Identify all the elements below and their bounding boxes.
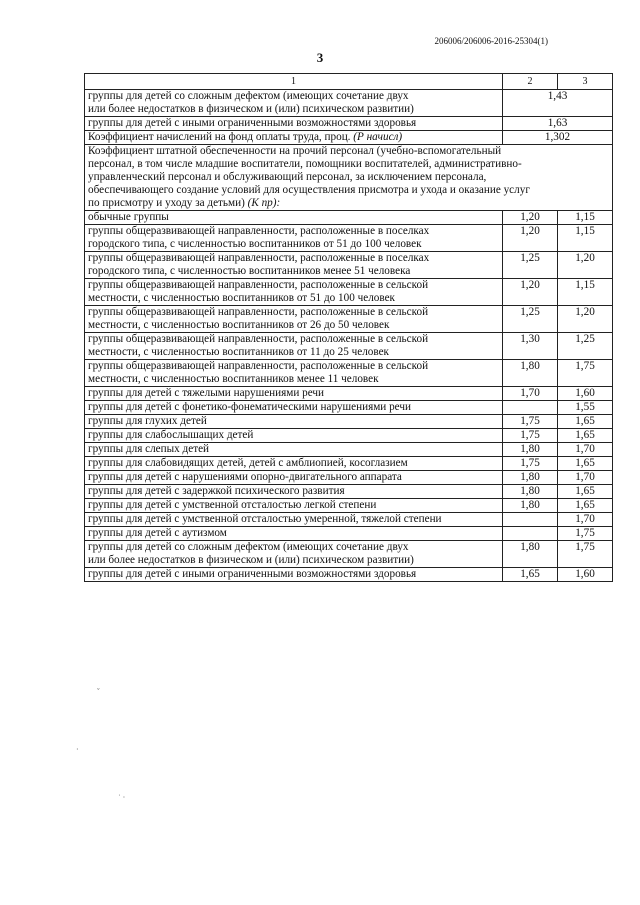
description-line: группы общеразвивающей направленности, расположенные в сельской — [88, 279, 429, 291]
value-cell-col3: 1,25 — [558, 333, 613, 360]
table-row — [85, 306, 613, 333]
value-cell-col2: 1,65 — [503, 568, 558, 582]
value-cell-col2: 1,20 — [503, 279, 558, 306]
row-description — [85, 90, 503, 117]
row-description — [85, 541, 503, 568]
description-line: группы для слепых детей — [88, 443, 210, 455]
description-line: персонал, в том числе младшие воспитатели, помощники воспитателей, административно- — [88, 158, 522, 170]
table-row — [85, 471, 613, 485]
value-cell-col3: 1,20 — [558, 252, 613, 279]
table-row — [85, 117, 613, 131]
scan-mark: · — [76, 745, 79, 754]
row-description — [85, 131, 503, 145]
row-description — [85, 360, 503, 387]
description-line: группы общеразвивающей направленности, расположенные в сельской — [88, 333, 429, 345]
row-description — [85, 471, 503, 485]
row-description — [85, 429, 503, 443]
value-cell-col2: 1,20 — [503, 211, 558, 225]
value-cell-col2: 1,75 — [503, 415, 558, 429]
table-row — [85, 513, 613, 527]
row-description — [85, 333, 503, 360]
table-row — [85, 279, 613, 306]
value-cell-col3: 1,15 — [558, 211, 613, 225]
merged-value-cell: 1,302 — [503, 131, 613, 145]
column-number-row — [85, 74, 613, 90]
value-cell-col3: 1,60 — [558, 568, 613, 582]
table-row — [85, 360, 613, 387]
row-description — [85, 117, 503, 131]
value-cell-col3: 1,70 — [558, 443, 613, 457]
description-line: группы для детей с тяжелыми нарушениями речи — [88, 387, 325, 399]
row-description — [85, 499, 503, 513]
description-line: местности, с численностью воспитанников от 11 до 25 человек — [88, 346, 389, 358]
row-description — [85, 415, 503, 429]
value-cell-col3: 1,15 — [558, 225, 613, 252]
value-cell-col3: 1,70 — [558, 513, 613, 527]
value-cell-col3: 1,75 — [558, 360, 613, 387]
description-line: группы для детей со сложным дефектом (имеющих сочетание двух — [88, 541, 409, 553]
table-body — [85, 90, 613, 582]
row-description — [85, 387, 503, 401]
table-row — [85, 541, 613, 568]
description-line: или более недостатков в физическом и (или) психическом развитии) — [88, 103, 414, 115]
value-cell-col3: 1,65 — [558, 499, 613, 513]
value-cell-col2: 1,80 — [503, 443, 558, 457]
merged-value-cell: 1,63 — [503, 117, 613, 131]
table-row — [85, 333, 613, 360]
value-cell-col2: 1,80 — [503, 471, 558, 485]
description-line: группы общеразвивающей направленности, расположенные в поселках — [88, 225, 430, 237]
value-cell-col3: 1,65 — [558, 485, 613, 499]
column-header-2: 2 — [503, 74, 558, 90]
description-line: Коэффициент штатной обеспеченности на прочий персонал (учебно-вспомогательный — [88, 145, 502, 157]
table-row — [85, 225, 613, 252]
table-row — [85, 429, 613, 443]
value-cell-col3: 1,55 — [558, 401, 613, 415]
description-line: обеспечивающего создание условий для осуществления присмотра и ухода и оказание услуг — [88, 184, 530, 196]
value-cell-col3: 1,60 — [558, 387, 613, 401]
value-cell-col3: 1,65 — [558, 415, 613, 429]
value-cell-col2 — [503, 401, 558, 415]
value-cell-col2 — [503, 527, 558, 541]
row-description — [85, 527, 503, 541]
document-id: 206006/206006-2016-25304(1) — [434, 36, 548, 46]
table-row — [85, 415, 613, 429]
description-line: группы для детей с задержкой психического развития — [88, 485, 345, 497]
table-row — [85, 145, 613, 211]
table-row — [85, 211, 613, 225]
row-description — [85, 252, 503, 279]
value-cell-col2: 1,70 — [503, 387, 558, 401]
table-row — [85, 131, 613, 145]
description-line: группы для детей с умственной отсталостью умеренной, тяжелой степени — [88, 513, 442, 525]
description-line: городского типа, с численностью воспитанников от 51 до 100 человек — [88, 238, 422, 250]
description-line: группы для глухих детей — [88, 415, 207, 427]
merged-value-cell: 1,43 — [503, 90, 613, 117]
row-description — [85, 401, 503, 415]
value-cell-col3: 1,20 — [558, 306, 613, 333]
description-line: группы для слабослышащих детей — [88, 429, 254, 441]
description-line: местности, с численностью воспитанников менее 11 человек — [88, 373, 379, 385]
value-cell-col2: 1,80 — [503, 541, 558, 568]
row-description — [85, 211, 503, 225]
description-line: Коэффициент начислений на фонд оплаты труда, проц. — [88, 131, 354, 143]
coefficient-symbol: (Р начисл) — [353, 131, 403, 143]
description-line: группы для детей с нарушениями опорно-двигательного аппарата — [88, 471, 402, 483]
table-row — [85, 485, 613, 499]
description-line: местности, с численностью воспитанников от 26 до 50 человек — [88, 319, 390, 331]
row-description — [85, 145, 613, 211]
description-line: городского типа, с численностью воспитанников менее 51 человека — [88, 265, 411, 277]
table-row — [85, 443, 613, 457]
row-description — [85, 306, 503, 333]
value-cell-col2: 1,75 — [503, 429, 558, 443]
value-cell-col2: 1,30 — [503, 333, 558, 360]
description-line: группы для детей с умственной отсталостью легкой степени — [88, 499, 377, 511]
scan-mark: ˇ — [97, 687, 100, 696]
description-line: местности, с численностью воспитанников от 51 до 100 человек — [88, 292, 395, 304]
table-row — [85, 387, 613, 401]
coefficients-table — [84, 73, 613, 582]
coefficient-symbol: (К пр): — [247, 197, 281, 209]
page-number: 3 — [316, 50, 324, 65]
value-cell-col2: 1,75 — [503, 457, 558, 471]
table-row — [85, 527, 613, 541]
scan-mark: ˙ · — [118, 793, 126, 802]
table-row — [85, 499, 613, 513]
description-line: обычные группы — [88, 211, 169, 223]
value-cell-col2: 1,80 — [503, 499, 558, 513]
value-cell-col2: 1,25 — [503, 252, 558, 279]
column-header-3: 3 — [558, 74, 613, 90]
row-description — [85, 457, 503, 471]
row-description — [85, 279, 503, 306]
row-description — [85, 513, 503, 527]
value-cell-col2: 1,80 — [503, 485, 558, 499]
row-description — [85, 443, 503, 457]
description-line: управленческий персонал и обслуживающий персонал, за исключением персонала, — [88, 171, 487, 183]
description-line: группы для детей с иными ограниченными возможностями здоровья — [88, 568, 417, 580]
value-cell-col3: 1,65 — [558, 457, 613, 471]
value-cell-col3: 1,75 — [558, 541, 613, 568]
row-description — [85, 225, 503, 252]
table-row — [85, 401, 613, 415]
description-line: группы для детей с иными ограниченными возможностями здоровья — [88, 117, 417, 129]
description-line: группы для детей с аутизмом — [88, 527, 227, 539]
description-line: по присмотру и уходу за детьми) — [88, 197, 248, 209]
table-row — [85, 568, 613, 582]
value-cell-col2: 1,25 — [503, 306, 558, 333]
table-row — [85, 90, 613, 117]
column-header-1: 1 — [85, 74, 503, 90]
description-line: или более недостатков в физическом и (или) психическом развитии) — [88, 554, 414, 566]
value-cell-col3: 1,70 — [558, 471, 613, 485]
row-description — [85, 568, 503, 582]
table-row — [85, 252, 613, 279]
description-line: группы для детей со сложным дефектом (имеющих сочетание двух — [88, 90, 409, 102]
description-line: группы для слабовидящих детей, детей с амблиопией, косоглазием — [88, 457, 408, 469]
value-cell-col3: 1,65 — [558, 429, 613, 443]
description-line: группы для детей с фонетико-фонематическими нарушениями речи — [88, 401, 411, 413]
value-cell-col2: 1,20 — [503, 225, 558, 252]
row-description — [85, 485, 503, 499]
value-cell-col3: 1,15 — [558, 279, 613, 306]
description-line: группы общеразвивающей направленности, расположенные в сельской — [88, 360, 429, 372]
value-cell-col3: 1,75 — [558, 527, 613, 541]
table-row — [85, 457, 613, 471]
description-line: группы общеразвивающей направленности, расположенные в поселках — [88, 252, 430, 264]
description-line: группы общеразвивающей направленности, расположенные в сельской — [88, 306, 429, 318]
value-cell-col2 — [503, 513, 558, 527]
value-cell-col2: 1,80 — [503, 360, 558, 387]
